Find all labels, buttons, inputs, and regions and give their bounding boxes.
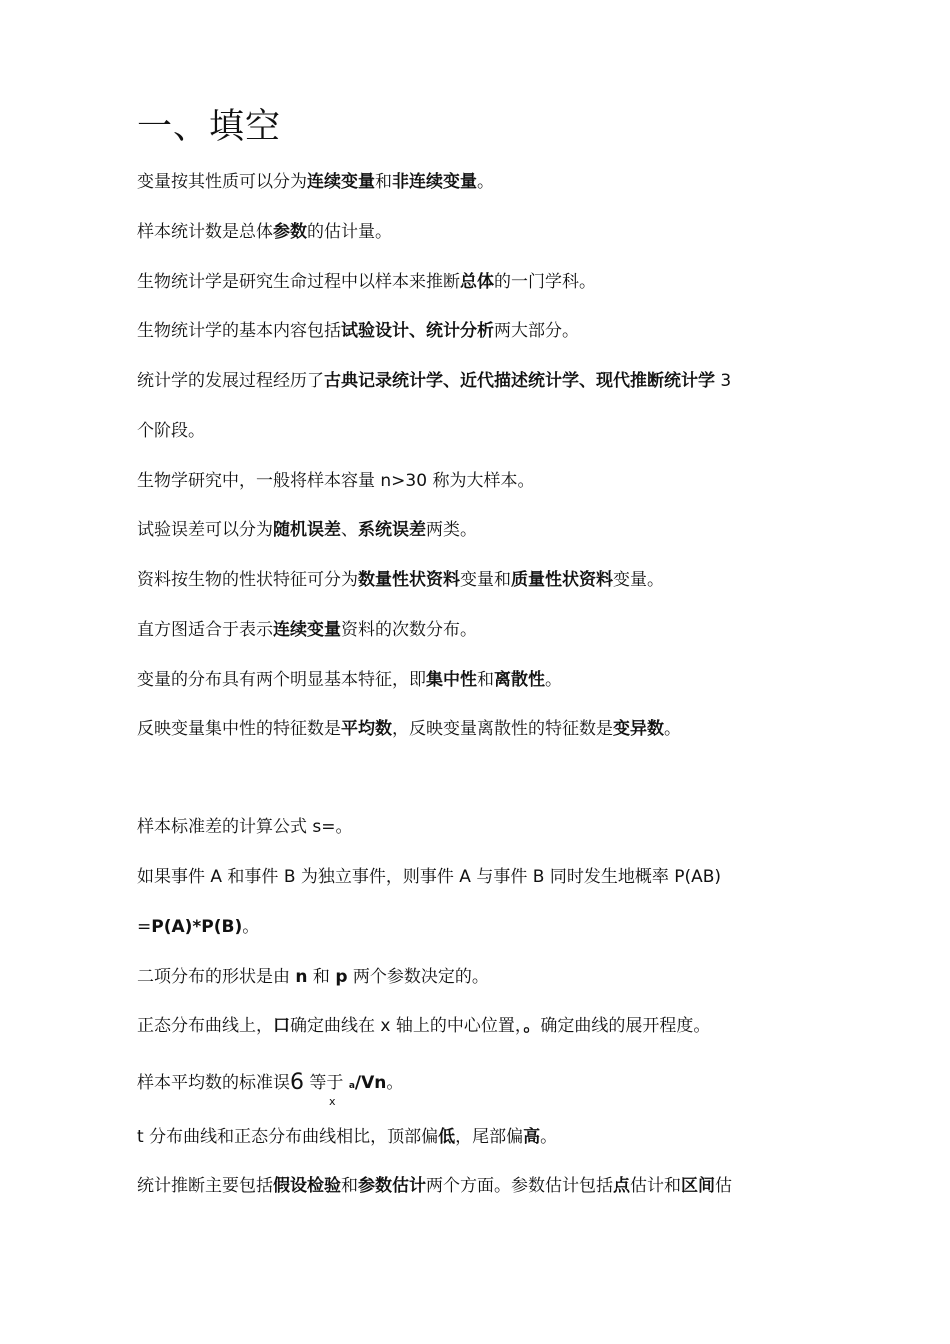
text-line-13: 样本标准差的计算公式 s=。 bbox=[137, 817, 353, 837]
text-line-4: 生物统计学的基本内容包括试验设计、统计分析两大部分。 bbox=[137, 321, 579, 341]
text-line-17: 正态分布曲线上，口确定曲线在 x 轴上的中心位置，。确定曲线的展开程度。 bbox=[137, 1016, 711, 1036]
text-line-20: 统计推断主要包括假设检验和参数估计两个方面。参数估计包括点估计和区间估 bbox=[137, 1176, 732, 1196]
text-line-16: 二项分布的形状是由 n 和 p 两个参数决定的。 bbox=[137, 967, 489, 987]
text-line-2: 样本统计数是总体参数的估计量。 bbox=[137, 222, 392, 242]
text-line-12: 反映变量集中性的特征数是平均数，反映变量离散性的特征数是变异数。 bbox=[137, 719, 681, 739]
text-line-18: 样本平均数的标准误6 等于 a/Vn。 bbox=[137, 1070, 404, 1095]
text-line-14: 如果事件 A 和事件 B 为独立事件，则事件 A 与事件 B 同时发生地概率 P(AB) bbox=[137, 867, 722, 887]
text-line-11: 变量的分布具有两个明显基本特征，即集中性和离散性。 bbox=[137, 670, 562, 690]
text-line-10: 直方图适合于表示连续变量资料的次数分布。 bbox=[137, 620, 477, 640]
text-line-9: 资料按生物的性状特征可分为数量性状资料变量和质量性状资料变量。 bbox=[137, 570, 664, 590]
text-line-1: 变量按其性质可以分为连续变量和非连续变量。 bbox=[137, 172, 494, 192]
subscript-x: x bbox=[329, 1095, 336, 1108]
section-title: 一、填空 bbox=[137, 107, 282, 147]
text-line-8: 试验误差可以分为随机误差、系统误差两类。 bbox=[137, 520, 477, 540]
text-line-3: 生物统计学是研究生命过程中以样本来推断总体的一门学科。 bbox=[137, 272, 596, 292]
text-line-15: =P(A)*P(B)。 bbox=[137, 917, 260, 937]
text-line-7: 生物学研究中，一般将样本容量 n>30 称为大样本。 bbox=[137, 471, 535, 491]
text-line-5: 统计学的发展过程经历了古典记录统计学、近代描述统计学、现代推断统计学 3 bbox=[137, 371, 732, 391]
text-line-6: 个阶段。 bbox=[137, 421, 205, 441]
text-line-19: t 分布曲线和正态分布曲线相比，顶部偏低，尾部偏高。 bbox=[137, 1127, 558, 1147]
